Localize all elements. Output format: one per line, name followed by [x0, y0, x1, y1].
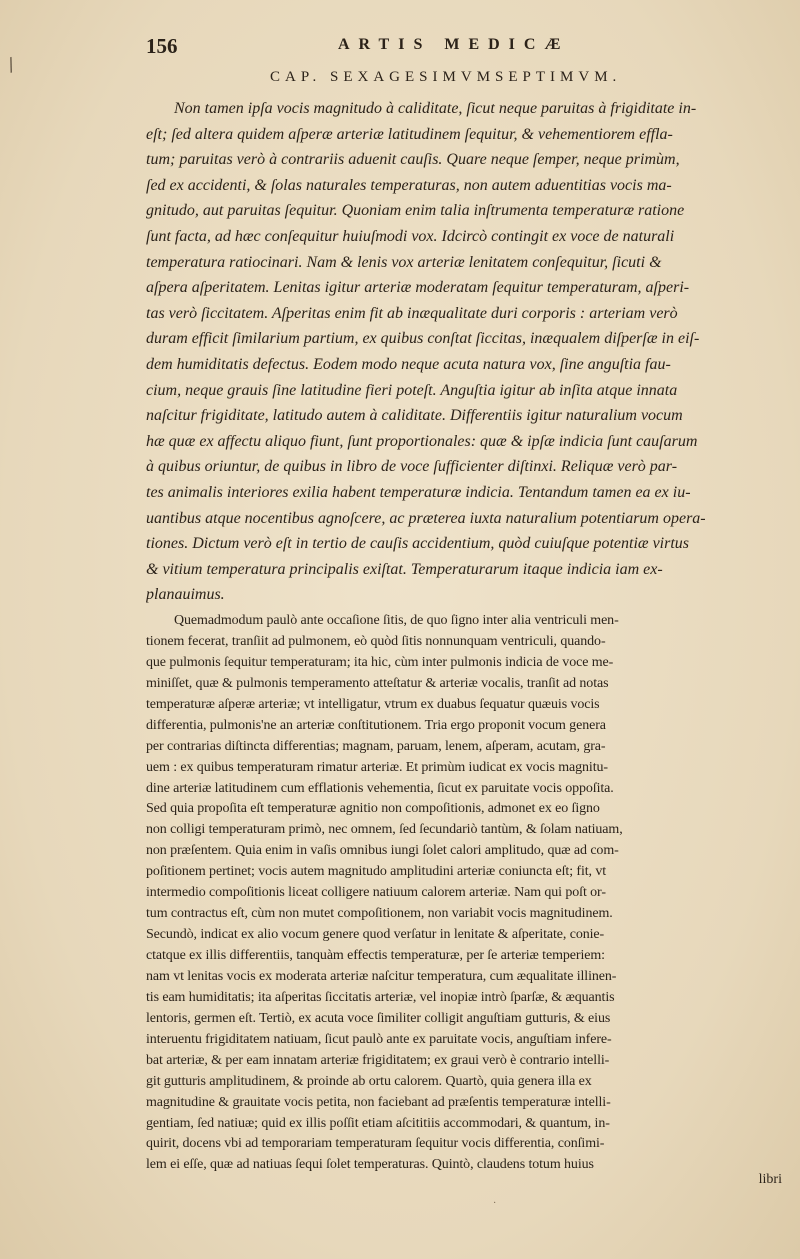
commentary-text-line: que pulmonis ſequitur temperaturam; ita hic, cùm inter pulmonis indicia de voce me- [146, 654, 614, 670]
commentary-text-line: interuentu frigiditatem natiuam, ſicut paulò ante ex paruitate vocis, anguſtiam infere- [146, 1031, 612, 1047]
italic-text-line: tes animalis interiores exilia habent temperaturæ indicia. Tentandum tamen ea ex iu- [146, 483, 691, 501]
commentary-text-line: magnitudine & grauitate vocis petita, non faciebant ad præſentis temperaturæ intelli- [146, 1094, 611, 1110]
running-head: ARTIS MEDICÆ [338, 36, 570, 53]
italic-text-line: eſt; ſed altera quidem aſperæ arteriæ latitudinem ſequitur, & vehementiorem effla- [146, 125, 673, 143]
italic-text-line: naſcitur frigiditate, latitudo autem à caliditate. Differentiis igitur naturalium vocum [146, 407, 683, 425]
page-number: 156 [146, 34, 178, 58]
commentary-text-line: ctatque ex illis differentiis, tanquàm effectis temperaturæ, per ſe arteriæ temperiem: [146, 948, 605, 963]
commentary-text-block [146, 611, 796, 1176]
italic-text-line: à quibus oriuntur, de quibus in libro de voce ſufficienter diſtinxi. Reliquæ verò par- [146, 458, 678, 476]
commentary-text-line: non præſentem. Quia enim in vaſis omnibus iungi ſolet calori amplitudo, quæ ad com- [146, 843, 619, 859]
commentary-text-line: tum contractus eſt, cùm non mutet compoſitionem, non variabit vocis magnitudinem. [146, 906, 613, 922]
commentary-text-line: Quemadmodum paulò ante occaſione ſitis, de quo ſigno inter alia ventriculi men- [174, 613, 619, 628]
commentary-text-line: poſitionem pertinet; vocis autem magnitudo amplitudini arteriæ coniuncta eſt; fit, vt [146, 864, 607, 880]
italic-text-line: tiones. Dictum verò eſt in tertio de cauſis accidentium, quòd cuiuſque potentiæ virtus [146, 535, 690, 553]
catchword: libri [758, 1172, 782, 1187]
italic-text-line: hæ quæ ex affectu aliquo fiunt, ſunt proportionales: quæ & ipſæ indicia ſunt cauſarum [146, 432, 698, 450]
commentary-text-line: tionem fecerat, tranſiit ad pulmonem, eò quòd ſitis nonnunquam ventriculi, quando- [146, 633, 606, 649]
margin-pen-mark: / [3, 51, 19, 78]
commentary-text-line: Secundò, indicat ex alio vocum genere quod verſatur in lenitate & aſperitate, conie- [146, 927, 605, 943]
italic-text-line: tas verò ſiccitatem. Aſperitas enim fit ab inæqualitate duri corporis : arteriam verò [146, 304, 678, 322]
italic-text-line: temperatura ratiocinari. Nam & lenis vox arteriæ lenitatem conſequitur, ſicuti & [146, 253, 662, 271]
italic-text-line: dem humiditatis defectus. Eodem modo neque acuta natura vox, ſine anguſtia fau- [146, 355, 671, 373]
commentary-text-line: miniſſet, quæ & pulmonis temperamento atteſtatur & arteriæ vocalis, tranſit ad notas [146, 675, 609, 691]
italic-text-line: ſunt facta, ad hæc conſequitur huiuſmodi vox. Idcircò contingit ex voce de naturali [146, 227, 675, 245]
commentary-text-line: nam vt lenitas vocis ex moderata arteriæ naſcitur temperatura, cum æqualitate illinen- [146, 968, 617, 984]
commentary-text-line: Sed quia propoſita eſt temperaturæ agnitio non compoſitionis, admonet ex eo ſigno [146, 801, 600, 817]
italic-text-block [146, 96, 796, 608]
commentary-text-line: lem ei eſſe, quæ ad natiuas ſequi ſolet temperaturas. Quintò, claudens totum huius [146, 1157, 594, 1173]
commentary-text-line: per contrarias diſtincta differentias; magnam, paruam, lenem, aſperam, acutam, gra- [146, 738, 606, 754]
italic-text-line: ſed ex accidenti, & ſolas naturales temperaturas, non autem aduentitias vocis ma- [146, 176, 672, 194]
italic-text-line: & vitium temperatura principalis exiſtat. Temperaturarum itaque indicia iam ex- [146, 560, 663, 578]
commentary-text-line: git gutturis amplitudinem, & proinde ab ortu calorem. Quartò, quia genera illa ex [146, 1073, 592, 1089]
commentary-text-line: non colligi temperaturam primò, nec omnem, ſed ſecundariò tantùm, & ſolam natiuam, [146, 822, 623, 838]
italic-text-line: gnitudo, aut paruitas ſequitur. Quoniam enim talia inſtrumenta temperaturæ ratione [146, 202, 685, 220]
stray-ink-mark: · [493, 1198, 497, 1209]
chapter-heading: CAP. SEXAGESIMVMSEPTIMVM. [270, 69, 622, 85]
italic-text-line: Non tamen ipſa vocis magnitudo à caliditate, ſicut neque paruitas à frigiditate in- [174, 100, 697, 117]
italic-text-line: duram efficit ſimilarium partium, ex quibus conſtat ſiccitas, inæqualem diſperſæ in eiſ- [146, 330, 700, 348]
commentary-text-line: tis eam humiditatis; ita aſperitas ſiccitatis arteriæ, vel inopiæ intrò ſparſæ, & æquantis [146, 989, 615, 1005]
commentary-text-line: temperaturæ aſperæ arteriæ; vt intelligatur, vtrum ex duabus ſequatur quæuis vocis [146, 696, 600, 712]
commentary-text-line: differentia, pulmonis'ne an arteriæ conſtitutionem. Tria ergo proponit vocum genera [146, 717, 606, 733]
commentary-text-line: intermedio compoſitionis liceat colligere natiuum calorem arteriæ. Nam qui poſt or- [146, 885, 606, 901]
commentary-text-line: lentoris, germen eſt. Tertiò, ex acuta voce ſimiliter colligit anguſtiam gutturis, & eius [146, 1010, 611, 1026]
commentary-text-line: uem : ex quibus temperaturam rimatur arteriæ. Et primùm iudicat ex vocis magnitu- [146, 759, 608, 775]
italic-text-line: uantibus atque nocentibus agnoſcere, ac præterea iuxta naturalium potentiarum opera- [146, 509, 706, 527]
italic-text-line: planauimus. [146, 586, 225, 604]
commentary-text-line: gentiam, ſed natiuæ; quid ex illis poſſit etiam aſcititiis accommodari, & quantum, in- [146, 1115, 610, 1131]
italic-text-line: tum; paruitas verò à contrariis aduenit cauſis. Quare neque ſemper, neque primùm, [146, 151, 680, 169]
commentary-text-line: quirit, docens vbi ad temporariam temperaturam ſequitur vocis differentia, conſimi- [146, 1136, 605, 1152]
commentary-text-line: dine arteriæ latitudinem cum efflationis vehementia, ſicut ex paruitate vocis oppoſita. [146, 780, 614, 796]
italic-text-line: cium, neque grauis ſine latitudine fieri poteſt. Anguſtia igitur ab inſita atque innata [146, 381, 678, 399]
commentary-text-line: bat arteriæ, & per eam innatam arteriæ frigiditatem; ex graui verò è contrario intelli- [146, 1052, 610, 1068]
italic-text-line: aſpera aſperitatem. Lenitas igitur arteriæ moderatam ſequitur temperaturam, aſperi- [146, 279, 690, 297]
